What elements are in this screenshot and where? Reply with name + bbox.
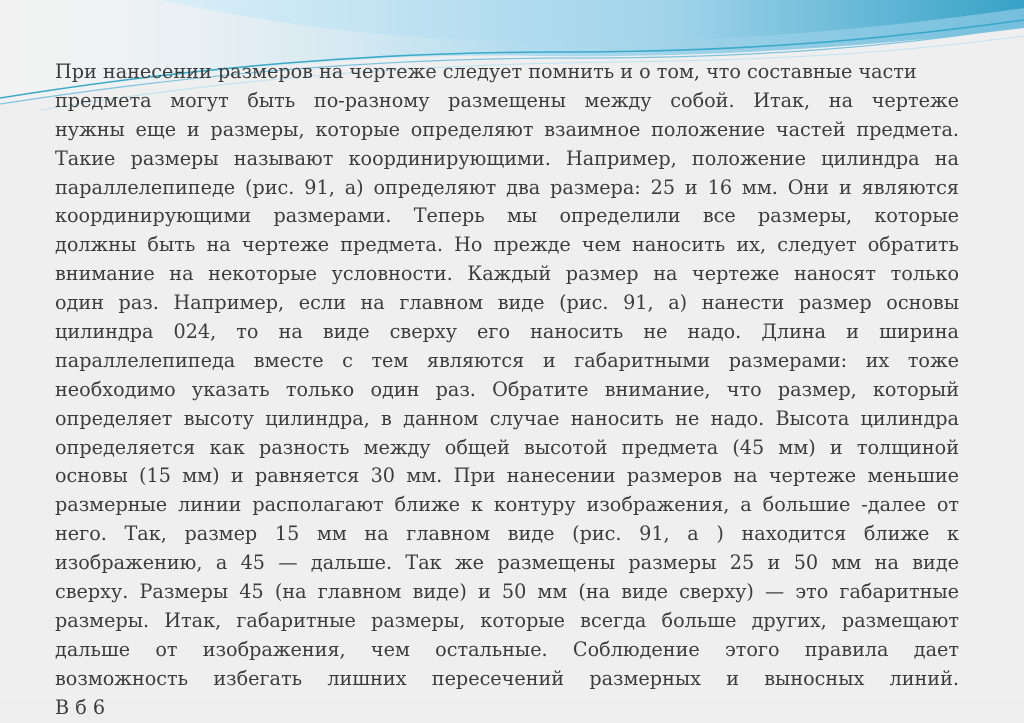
paragraph-line: При нанесении размеров на чертеже следует помнить и о том, что составные части: [55, 60, 917, 83]
paragraph-line: определяется как разность между общей высотой предмета (45 мм) и толщиной: [55, 435, 959, 459]
paragraph-line: дальше от изображения, чем остальные. Соблюдение этого правила дает: [55, 637, 959, 661]
paragraph-line: сверху. Размеры 45 (на главном виде) и 50 мм (на виде сверху) — это габаритные: [55, 580, 959, 604]
paragraph-line: координирующими размерами. Теперь мы определили все размеры, которые: [55, 204, 959, 228]
paragraph-line: нужны еще и размеры, которые определяют взаимное положение частей предмета.: [55, 117, 959, 141]
paragraph-line: один раз. Например, если на главном виде (рис. 91, а) нанести размер основы: [55, 291, 959, 315]
paragraph-line: необходимо указать только один раз. Обратите внимание, что размер, который: [55, 377, 959, 401]
paragraph-line: размеры. Итак, габаритные размеры, которые всегда больше других, размещают: [55, 608, 959, 632]
paragraph-line: возможность избегать лишних пересечений размерных и выносных линий.: [55, 666, 959, 690]
paragraph-line: В б 6: [55, 695, 106, 719]
paragraph-line: должны быть на чертеже предмета. Но прежде чем наносить их, следует обратить: [55, 233, 959, 257]
paragraph-line: Такие размеры называют координирующими. Например, положение цилиндра на: [55, 146, 959, 170]
paragraph-line: определяет высоту цилиндра, в данном случае наносить не надо. Высота цилиндра: [55, 406, 959, 430]
body-paragraph: [55, 58, 959, 722]
paragraph-line: цилиндра 024, то на виде сверху его наносить не надо. Длина и ширина: [55, 320, 959, 344]
paragraph-line: параллелепипеде (рис. 91, а) определяют два размера: 25 и 16 мм. Они и являются: [55, 175, 959, 199]
paragraph-line: предмета могут быть по-разному размещены между собой. Итак, на чертеже: [55, 88, 959, 112]
paragraph-line: изображению, а 45 — дальше. Так же размещены размеры 25 и 50 мм на виде: [55, 551, 959, 575]
paragraph-line: внимание на некоторые условности. Каждый размер на чертеже наносят только: [55, 262, 959, 286]
paragraph-line: параллелепипеда вместе с тем являются и габаритными размерами: их тоже: [55, 348, 959, 372]
paragraph-line: размерные линии располагают ближе к контуру изображения, а большие -далее от: [55, 493, 959, 517]
paragraph-line: основы (15 мм) и равняется 30 мм. При нанесении размеров на чертеже меньшие: [55, 464, 959, 488]
paragraph-line: него. Так, размер 15 мм на главном виде (рис. 91, а ) находится ближе к: [55, 522, 959, 546]
